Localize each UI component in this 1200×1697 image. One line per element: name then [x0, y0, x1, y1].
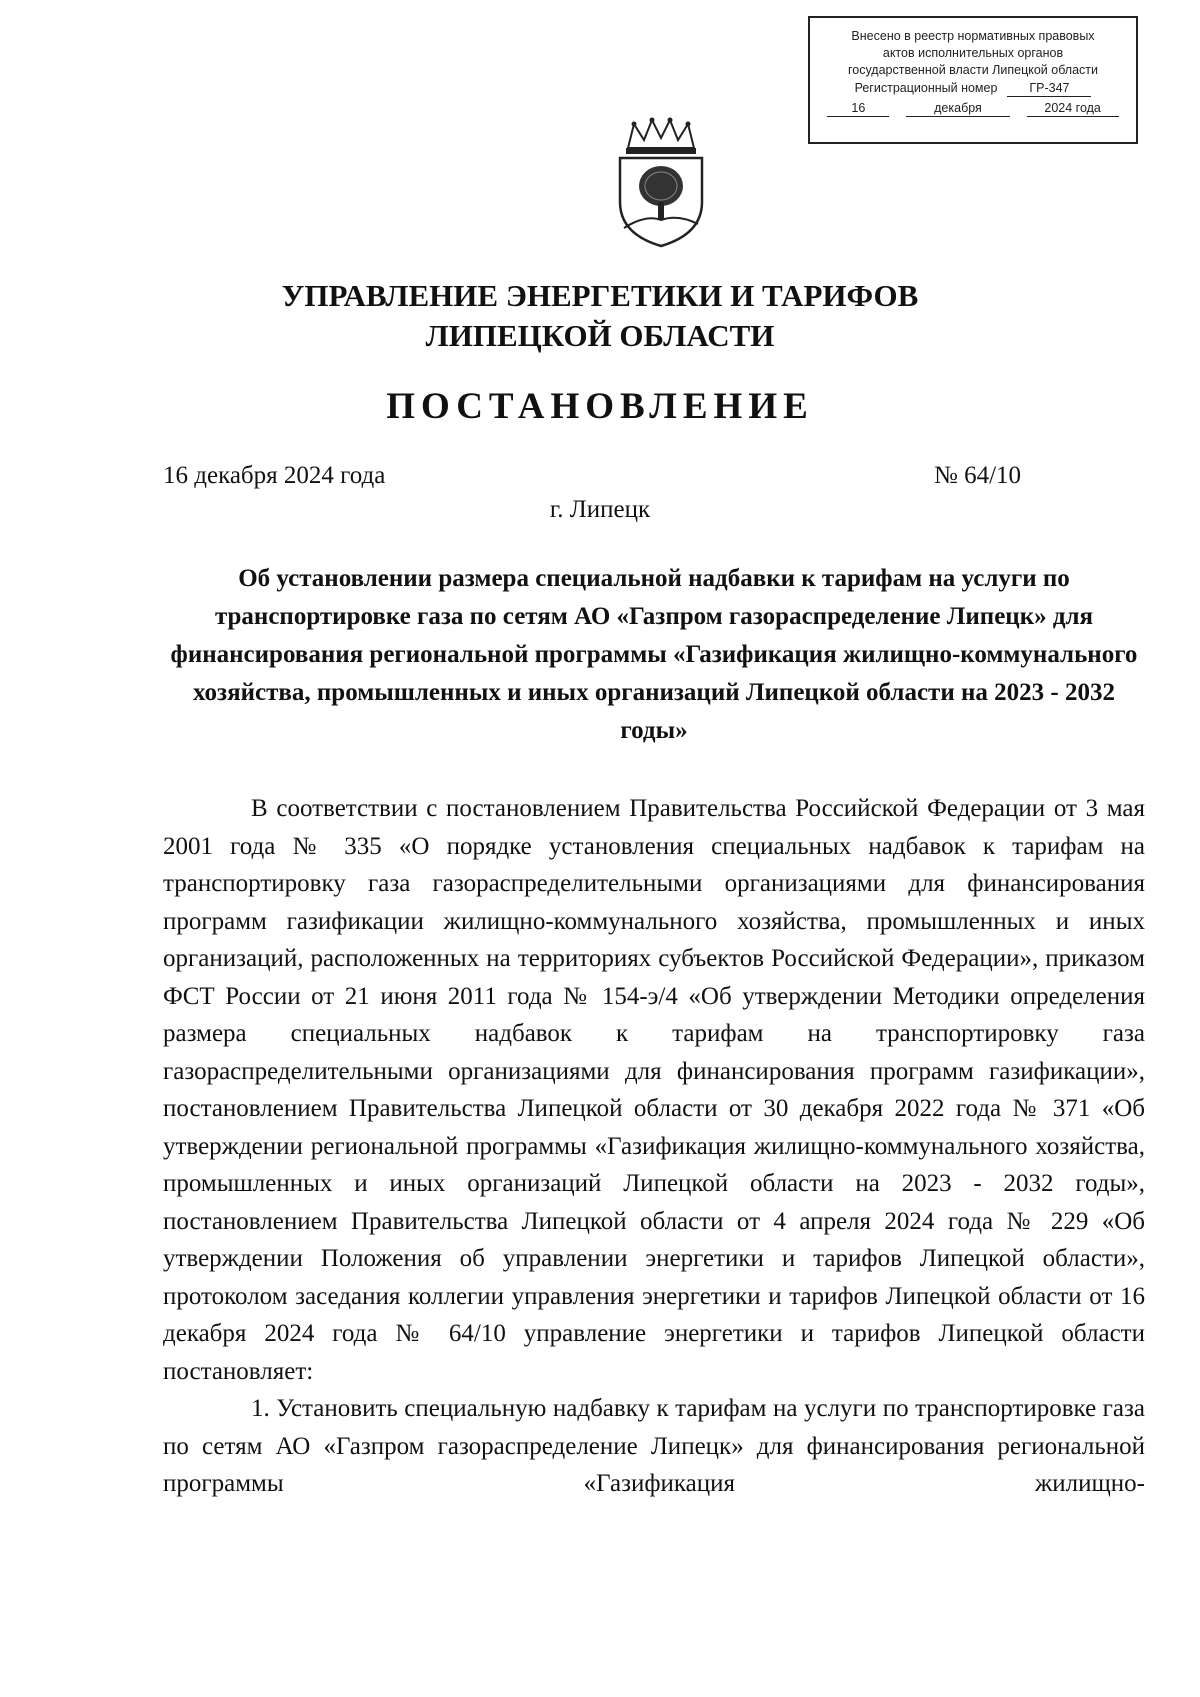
preamble-paragraph: В соответствии с постановлением Правительства Российской Федерации от 3 мая 2001 года № 335 «О порядке установления специальных надбавок к тарифам на транспортировку газа газораспределительными организациями для финансирования программ газификации жилищно-коммунального хозяйства, промышленных и иных организаций, расположенных на территориях субъектов Российской Федерации», приказом ФСТ России от 21 июня 2011 года № 154-э/4 «Об утверждении Методики определения размера специальных надбавок к тарифам на транспортировку газа газораспределительными организациями для финансирования программ газификации», постановлением Правительства Липецкой области от 30 декабря 2022 года № 371 «Об утверждении региональной программы «Газификация жилищно-коммунального хозяйства, промышленных и иных организаций Липецкой области на 2023 - 2032 годы», постановлением Правительства Липецкой области от 4 апреля 2024 года № 229 «Об утверждении Положения об управлении энергетики и тарифов Липецкой области», протоколом заседания коллегии управления энергетики и тарифов Липецкой области от 16 декабря 2024 года № 64/10 управление энергетики и тарифов Липецкой области постановляет:	[163, 795, 1145, 1385]
org-line-2: ЛИПЕЦКОЙ ОБЛАСТИ	[425, 318, 775, 353]
stamp-registration-row	[810, 80, 1136, 97]
stamp-line-3: государственной власти Липецкой области	[847, 63, 1099, 77]
registry-stamp	[808, 16, 1138, 144]
stamp-reg-number: ГР-347	[1007, 81, 1091, 97]
stamp-date-row	[810, 101, 1136, 117]
document-date: 16 декабря 2024 года	[163, 462, 386, 489]
document-type: ПОСТАНОВЛЕНИЕ	[386, 386, 814, 427]
stamp-reg-label: Регистрационный номер	[854, 81, 998, 95]
stamp-day: 16	[827, 101, 889, 117]
item-1-paragraph: 1. Установить специальную надбавку к тарифам на услуги по транспортировке газа по сетям АО «Газпром газораспределение Липецк» для финансирования региональной программы «Газификация жилищно-	[163, 1395, 1145, 1497]
document-subject: Об установлении размера специальной надбавки к тарифам на услуги по транспортировке газа по сетям АО «Газпром газораспределение Липецк» для финансирования региональной программы «Газификация жилищно-коммунального хозяйства, промышленных и иных организаций Липецкой области на 2023 - 2032 годы»	[170, 565, 1138, 744]
org-line-1: УПРАВЛЕНИЕ ЭНЕРГЕТИКИ И ТАРИФОВ	[281, 278, 919, 313]
document-city: г. Липецк	[549, 496, 651, 523]
coat-of-arms-icon	[606, 116, 716, 248]
organization-name	[0, 276, 1200, 356]
stamp-year: 2024 года	[1027, 101, 1119, 117]
stamp-line-1: Внесено в реестр нормативных правовых	[851, 29, 1095, 43]
stamp-month: декабря	[906, 101, 1010, 117]
document-body	[163, 790, 1145, 1503]
stamp-line-2: актов исполнительных органов	[882, 46, 1064, 60]
document-number: № 64/10	[934, 462, 1022, 489]
